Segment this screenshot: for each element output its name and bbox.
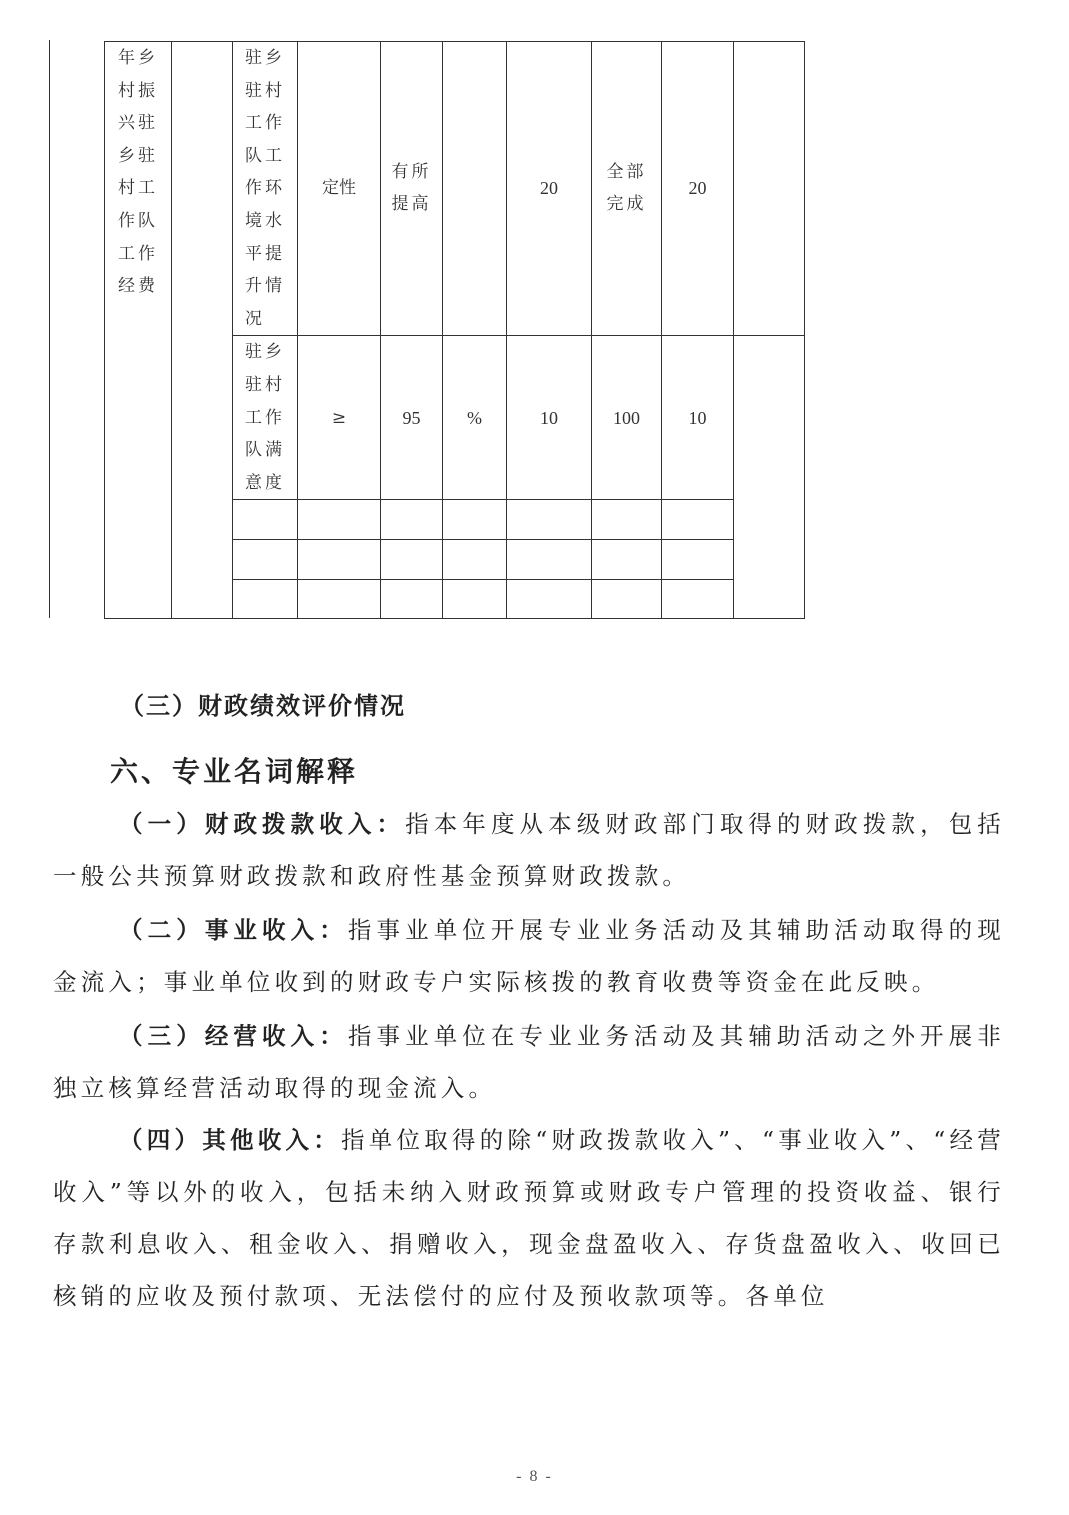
- performance-indicator-table: [104, 41, 805, 619]
- indicator-cell: [233, 336, 298, 500]
- indicator-text: 驻乡驻村工作队工作环境水平提升情况: [245, 48, 285, 329]
- operator-cell: [298, 42, 381, 336]
- operator-text: 定性: [322, 178, 356, 199]
- operator-cell: [298, 336, 381, 500]
- empty-cell: [233, 540, 298, 580]
- actual-text: 100: [613, 407, 640, 428]
- weight-text: 20: [540, 178, 558, 199]
- empty-cell: [507, 540, 592, 580]
- term-label: （一）财政拨款收入：: [119, 810, 406, 838]
- empty-cell: [298, 500, 381, 540]
- indicator-text: 驻乡驻村工作队满意度: [245, 342, 285, 493]
- score-text: 20: [688, 178, 707, 199]
- weight-text: 10: [540, 407, 558, 428]
- indicator-cell: [233, 42, 298, 336]
- weight-cell: [507, 42, 592, 336]
- target-text: 有所提高: [391, 162, 432, 215]
- empty-cell: [443, 540, 507, 580]
- weight-cell: [507, 336, 592, 500]
- empty-cell: [592, 500, 662, 540]
- empty-cell: [381, 500, 443, 540]
- empty-cell: [298, 540, 381, 580]
- score-text: 10: [688, 407, 707, 428]
- remark-cell: [734, 336, 805, 619]
- target-cell: [381, 42, 443, 336]
- empty-cell: [298, 580, 381, 619]
- project-name-text: 年乡村振兴驻乡驻村工作队工作经费: [118, 48, 158, 297]
- actual-cell: [592, 336, 662, 500]
- empty-cell: [662, 500, 734, 540]
- target-text: 95: [402, 407, 421, 428]
- empty-cell: [592, 580, 662, 619]
- empty-cell: [233, 580, 298, 619]
- score-cell: [662, 336, 734, 500]
- glossary-heading: 六、专业名词解释: [110, 755, 359, 788]
- glossary-term-paragraph: [53, 904, 1005, 1008]
- score-cell: [662, 42, 734, 336]
- glossary-term-paragraph: [53, 798, 1005, 902]
- secondary-indicator-cell: [172, 42, 233, 619]
- unit-cell: [443, 336, 507, 500]
- unit-cell: [443, 42, 507, 336]
- actual-cell: [592, 42, 662, 336]
- empty-cell: [443, 500, 507, 540]
- target-cell: [381, 336, 443, 500]
- empty-cell: [507, 580, 592, 619]
- empty-cell: [592, 540, 662, 580]
- glossary-term-paragraph: [53, 1010, 1005, 1114]
- actual-text: 全部完成: [606, 162, 647, 215]
- page-margin-border-line: [49, 40, 50, 618]
- term-label: （三）经营收入：: [119, 1022, 348, 1050]
- operator-text: ≥: [331, 407, 347, 428]
- term-definition: 指事业单位在专业业务活动及其辅助活动之外开展非独立核算经营活动取得的现金流入。: [53, 1022, 1005, 1102]
- fiscal-evaluation-heading: （三）财政绩效评价情况: [120, 691, 406, 720]
- glossary-term-paragraph: [53, 1114, 1005, 1322]
- empty-cell: [507, 500, 592, 540]
- term-definition: 指事业单位开展专业业务活动及其辅助活动取得的现金流入；事业单位收到的财政专户实际核拨的教育收费等资金在此反映。: [53, 916, 1005, 996]
- empty-cell: [381, 580, 443, 619]
- empty-cell: [233, 500, 298, 540]
- remark-cell: [734, 42, 805, 336]
- unit-text: %: [467, 407, 482, 428]
- term-definition: 指单位取得的除“财政拨款收入”、“事业收入”、“经营收入”等以外的收入，包括未纳入财政预算或财政专户管理的投资收益、银行存款利息收入、租金收入、捐赠收入，现金盘盈收入、存货盘盈收入、收回已核销的应收及预付款项、无法偿付的应付及预收款项等。各单位: [53, 1126, 1005, 1310]
- term-label: （二）事业收入：: [119, 916, 348, 944]
- empty-cell: [662, 540, 734, 580]
- table-row: [105, 42, 805, 336]
- project-name-cell: [105, 42, 172, 619]
- term-definition: 指本年度从本级财政部门取得的财政拨款，包括一般公共预算财政拨款和政府性基金预算财政拨款。: [53, 810, 1006, 890]
- empty-cell: [662, 580, 734, 619]
- term-label: （四）其他收入：: [119, 1126, 341, 1154]
- page-number: - 8 -: [516, 1468, 553, 1485]
- empty-cell: [381, 540, 443, 580]
- empty-cell: [443, 580, 507, 619]
